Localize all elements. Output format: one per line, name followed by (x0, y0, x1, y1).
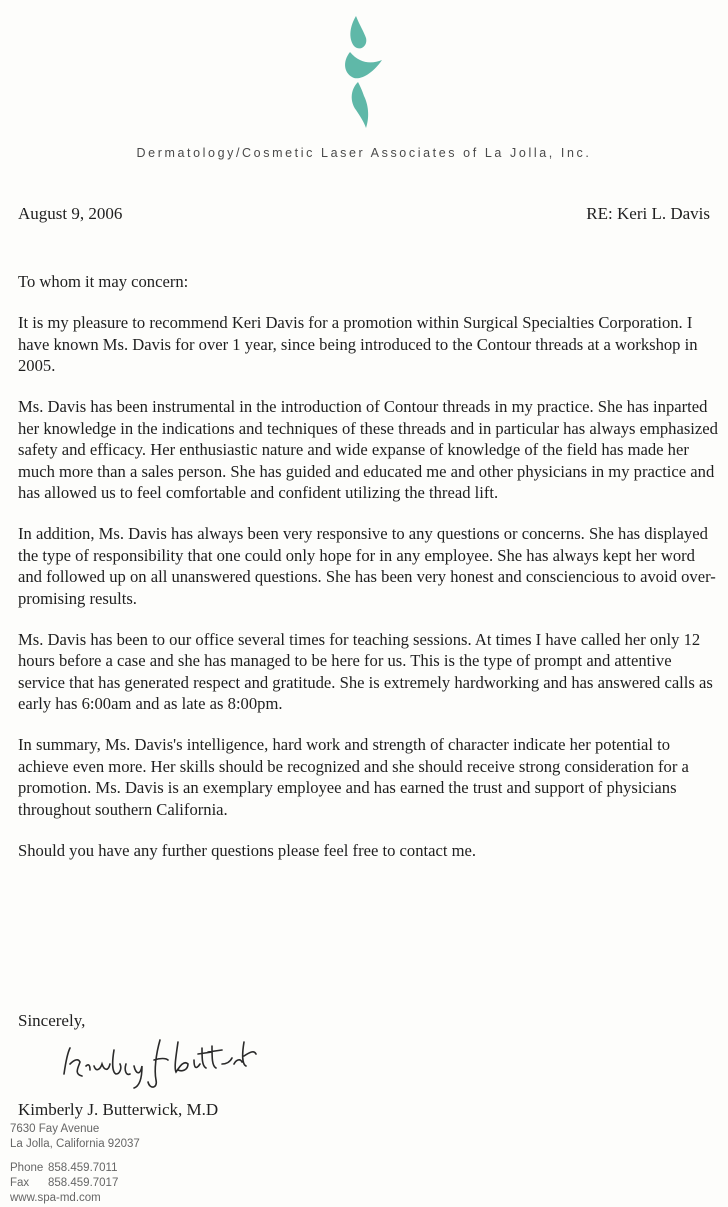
letter-date: August 9, 2006 (18, 204, 123, 223)
handwritten-signature (56, 1030, 266, 1092)
paragraph-6: Should you have any further questions please feel free to contact me. (18, 840, 477, 860)
letter-body (18, 271, 718, 881)
paragraph-1: It is my pleasure to recommend Keri Davis for a promotion within Surgical Specialties Corporation. I have known Ms. Davis for over 1 year, since being introduced to the Contour threads at a workshop in 2005. (18, 313, 698, 375)
company-logo (320, 12, 400, 130)
closing: Sincerely, (18, 1011, 86, 1030)
fax-label: Fax (10, 1177, 30, 1189)
phone-label: Phone (10, 1162, 44, 1174)
address-block (10, 1122, 140, 1206)
phone-number: 858.459.7011 (48, 1162, 118, 1174)
signer-name: Kimberly J. Butterwick, M.D (18, 1100, 219, 1119)
date-line (18, 204, 710, 224)
address-city: La Jolla, California 92037 (10, 1138, 140, 1150)
salutation: To whom it may concern: (18, 272, 189, 291)
paragraph-5: In summary, Ms. Davis's intelligence, hard work and strength of character indicate her potential to achieve even more. Her skills should be recognized and she should receive strong consideration for a promotion. Ms. Davis is an exemplary employee and has earned the trust and support of physicians throughout southern California. (18, 735, 689, 819)
fax-number: 858.459.7017 (48, 1177, 119, 1189)
re-line: RE: Keri L. Davis (586, 204, 710, 223)
address-street: 7630 Fay Avenue (10, 1123, 100, 1135)
fax-row (10, 1176, 140, 1191)
paragraph-2: Ms. Davis has been instrumental in the introduction of Contour threads in my practice. She has inparted her knowledge in the indications and techniques of these threads and in particular has always emphasized safety and efficacy. Her enthusiastic nature and wide expanse of knowledge of the field has made her much more than a sales person. She has guided and educated me and other physicians in my practice and has allowed us to feel comfortable and confident utilizing the thread lift. (18, 397, 718, 502)
phone-row (10, 1161, 140, 1176)
letterhead-org-name: Dermatology/Cosmetic Laser Associates of La Jolla, Inc. (136, 146, 592, 160)
website: www.spa-md.com (10, 1192, 101, 1204)
paragraph-3: In addition, Ms. Davis has always been very responsive to any questions or concerns. She has displayed the type of responsibility that one could only hope for in any employee. She has always kept her word and followed up on all unanswered questions. She has been very honest and consciencious to avoid over-promising results. (18, 524, 716, 608)
paragraph-4: Ms. Davis has been to our office several times for teaching sessions. At times I have called her only 12 hours before a case and she has managed to be here for us. This is the type of prompt and attentive service that has generated respect and gratitude. She is extremely hardworking and has answered calls as early has 6:00am and as late as 8:00pm. (18, 629, 713, 713)
